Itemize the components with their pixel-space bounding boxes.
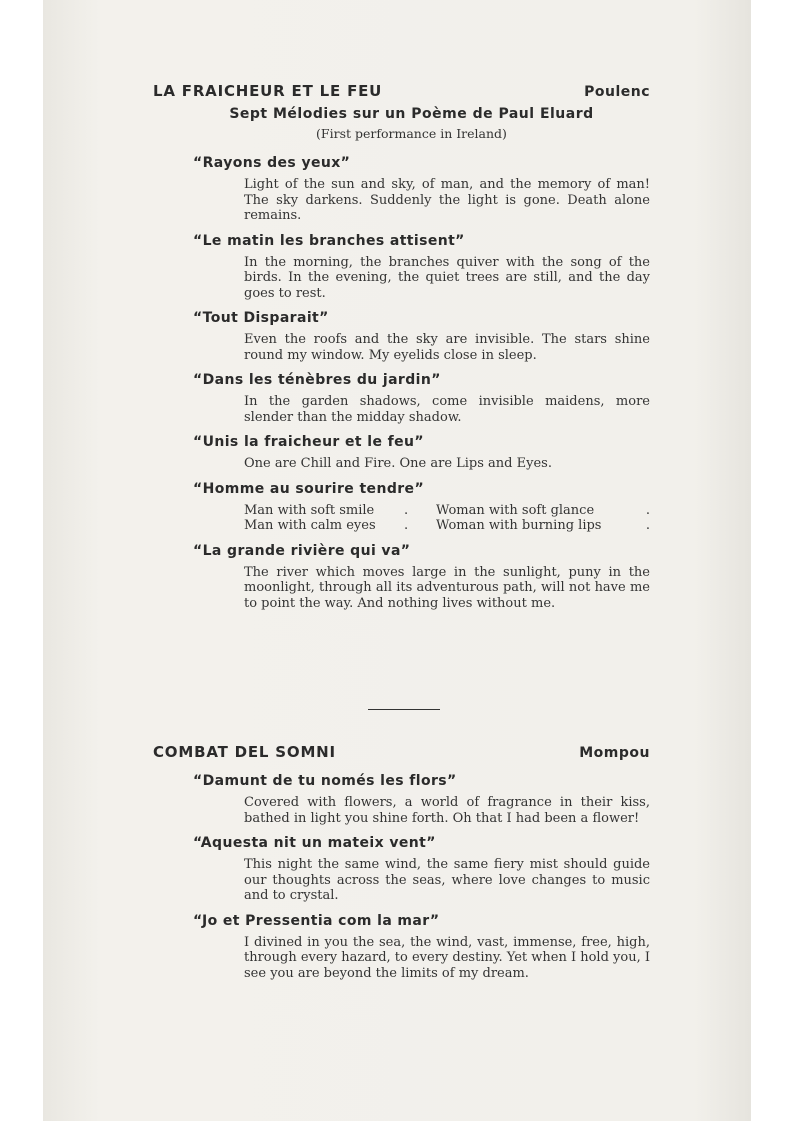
song-translation: In the morning, the branches quiver with the song of the birds. In the evening, the quiet trees are still, and the day goes to rest. bbox=[244, 254, 650, 301]
song-translation: I divined in you the sea, the wind, vast, immense, free, high, through every hazard, to every destiny. Yet when I hold you, I see you are beyond the limits of my dream. bbox=[244, 934, 650, 981]
section-poulenc bbox=[153, 82, 650, 611]
song-translation-lines bbox=[244, 503, 650, 534]
line-text: Woman with soft glance bbox=[436, 502, 595, 518]
song-item bbox=[193, 481, 650, 534]
line-separator: . bbox=[404, 502, 409, 518]
song-translation: Light of the sun and sky, of man, and the memory of man! The sky darkens. Suddenly the light is gone. Death alone remains. bbox=[244, 177, 650, 223]
composer-name: Poulenc bbox=[584, 84, 650, 100]
song-item bbox=[193, 155, 650, 224]
song-translation: In the garden shadows, come invisible maidens, more slender than the midday shadow. bbox=[244, 394, 650, 425]
song-title: “Tout Disparait” bbox=[193, 310, 329, 326]
line-end: . bbox=[645, 518, 650, 533]
composer-name: Mompou bbox=[579, 745, 650, 761]
line-text: Woman with burning lips bbox=[436, 518, 602, 533]
section-header bbox=[153, 743, 650, 761]
song-translation: One are Chill and Fire. One are Lips and Eyes. bbox=[244, 456, 552, 471]
section-header bbox=[153, 82, 650, 100]
song-translation: This night the same wind, the same fiery mist should guide our thoughts across the seas, where love changes to music and to crystal. bbox=[244, 857, 650, 903]
song-item bbox=[193, 310, 650, 363]
song-item bbox=[193, 835, 650, 904]
program-page bbox=[43, 0, 751, 1121]
song-item bbox=[193, 233, 650, 302]
line-end: . bbox=[645, 502, 650, 518]
song-item bbox=[193, 372, 650, 425]
song-title: “Le matin les branches attisent” bbox=[193, 232, 465, 249]
line-separator: . bbox=[404, 518, 409, 533]
line-part: Man with calm eyes bbox=[244, 518, 376, 533]
song-translation: Covered with flowers, a world of fragrance in their kiss, bathed in light you shine forth. Oh that I had been a flower! bbox=[244, 795, 650, 826]
song-title: “Homme au sourire tendre” bbox=[193, 480, 425, 497]
song-item bbox=[193, 913, 650, 982]
song-item bbox=[193, 543, 650, 612]
song-title: “Rayons des yeux” bbox=[193, 155, 351, 171]
song-translation: The river which moves large in the sunlight, puny in the moonlight, through all its adventurous path, will not have me to point the way. And nothing lives without me. bbox=[244, 564, 650, 611]
translation-line bbox=[244, 518, 650, 534]
section-title: LA FRAICHEUR ET LE FEU bbox=[153, 82, 383, 100]
line-part: Man with soft smile bbox=[244, 502, 375, 518]
translation-line bbox=[244, 503, 650, 519]
section-mompou bbox=[153, 743, 650, 981]
song-title: “Unis la fraicheur et le feu” bbox=[193, 434, 424, 450]
section-subtitle: Sept Mélodies sur un Poème de Paul Eluard bbox=[229, 106, 594, 122]
song-title: “Dans les ténèbres du jardin” bbox=[193, 372, 441, 388]
line-part bbox=[436, 503, 650, 519]
song-item bbox=[193, 773, 650, 826]
song-title: “Aquesta nit un mateix vent” bbox=[193, 835, 436, 851]
performance-note: (First performance in Ireland) bbox=[316, 126, 507, 141]
section-divider bbox=[368, 709, 440, 710]
line-part bbox=[436, 518, 650, 534]
song-item bbox=[193, 434, 650, 472]
song-translation: Even the roofs and the sky are invisible. The stars shine round my window. My eyelids close in sleep. bbox=[244, 332, 650, 363]
song-title: “Damunt de tu només les flors” bbox=[193, 773, 457, 789]
song-title: “Jo et Pressentia com la mar” bbox=[193, 912, 440, 929]
song-title: “La grande rivière qui va” bbox=[193, 542, 411, 559]
section-title: COMBAT DEL SOMNI bbox=[153, 743, 336, 761]
